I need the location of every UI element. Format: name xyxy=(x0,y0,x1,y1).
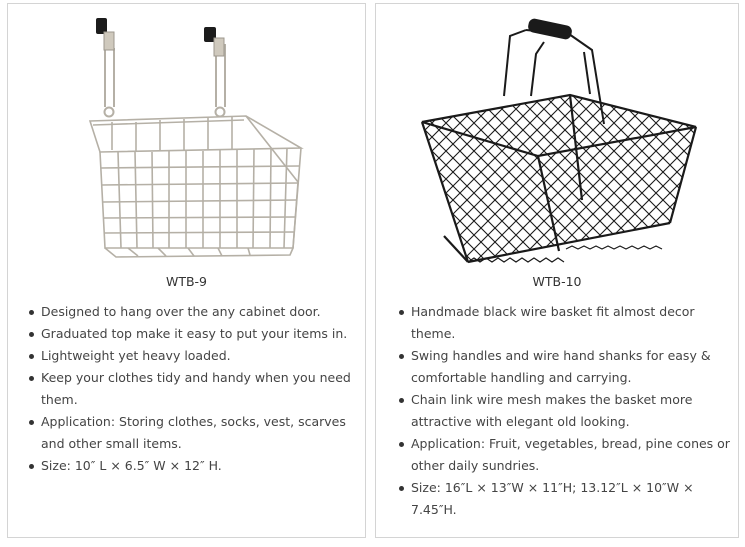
feature-list xyxy=(398,301,730,521)
feature-item: Lightweight yet heavy loaded. xyxy=(28,345,358,367)
feature-item: Graduated top make it easy to put your items in. xyxy=(28,323,358,345)
product-caption: WTB-10 xyxy=(532,274,582,289)
feature-item: Keep your clothes tidy and handy when you need them. xyxy=(28,367,358,411)
feature-item: Application: Fruit, vegetables, bread, pine cones or other daily sundries. xyxy=(398,433,730,477)
product-image-wtb-9 xyxy=(8,4,365,272)
feature-item: Designed to hang over the any cabinet door. xyxy=(28,301,358,323)
feature-item: Application: Storing clothes, socks, vest, scarves and other small items. xyxy=(28,411,358,455)
product-image-wtb-10 xyxy=(376,4,738,272)
feature-list xyxy=(28,301,358,477)
product-caption: WTB-9 xyxy=(165,274,208,289)
feature-item: Chain link wire mesh makes the basket more attractive with elegant old looking. xyxy=(398,389,730,433)
product-card-wtb-9 xyxy=(7,3,366,538)
feature-item: Swing handles and wire hand shanks for easy & comfortable handling and carrying. xyxy=(398,345,730,389)
feature-item: Handmade black wire basket fit almost decor theme. xyxy=(398,301,730,345)
feature-item: Size: 10″ L × 6.5″ W × 12″ H. xyxy=(28,455,358,477)
product-card-wtb-10 xyxy=(375,3,739,538)
feature-item: Size: 16″L × 13″W × 11″H; 13.12″L × 10″W × 7.45″H. xyxy=(398,477,730,521)
